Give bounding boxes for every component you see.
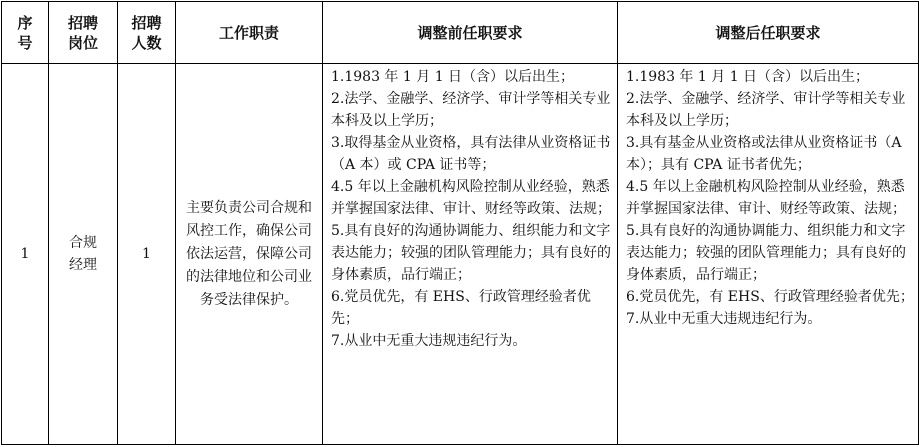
before-requirement-item: 7.从业中无重大违规违纪行为。 — [331, 333, 527, 349]
after-requirement-item: 5.具有良好的沟通协调能力、组织能力和文字表达能力；较强的团队管理能力；具有良好的身体素质，品行端正； — [626, 223, 906, 283]
header-after: 调整后任职要求 — [618, 2, 919, 64]
header-count: 招聘人数 — [118, 2, 176, 64]
cell-duties: 主要负责公司合规和风控工作，确保公司依法运营，保障公司的法律地位和公司业务受法律保护。 — [176, 64, 323, 445]
before-requirement-item: 6.党员优先，有 EHS、行政管理经验者优先； — [331, 289, 591, 327]
before-requirement-item: 5.具有良好的沟通协调能力、组织能力和文字表达能力；较强的团队管理能力；具有良好的身体素质，品行端正； — [331, 223, 611, 283]
table-row — [2, 64, 919, 445]
before-requirement-item: 3.取得基金从业资格，具有法律从业资格证书（A 本）或 CPA 证书等； — [331, 135, 611, 173]
document-page — [0, 1, 919, 447]
table-header-row — [2, 2, 919, 64]
before-requirement-item: 4.5 年以上金融机构风险控制从业经验，熟悉并掌握国家法律、审计、财经等政策、法规； — [331, 179, 611, 217]
cell-count: 1 — [118, 64, 176, 445]
cell-before-requirements — [323, 64, 618, 445]
header-seq: 序号 — [2, 2, 49, 64]
header-position: 招聘岗位 — [49, 2, 118, 64]
cell-after-requirements — [618, 64, 919, 445]
after-requirement-item: 6.党员优先，有 EHS、行政管理经验者优先； — [626, 289, 914, 305]
after-requirement-item: 1.1983 年 1 月 1 日（含）以后出生； — [626, 69, 870, 85]
after-requirement-item: 2.法学、金融学、经济学、审计学等相关专业本科及以上学历； — [626, 91, 906, 129]
after-requirement-item: 3.具有基金从业资格或法律从业资格证书（A 本）；具有 CPA 证书者优先； — [626, 135, 902, 173]
before-requirement-item: 2.法学、金融学、经济学、审计学等相关专业本科及以上学历； — [331, 91, 611, 129]
recruitment-table — [1, 1, 919, 445]
after-requirement-item: 4.5 年以上金融机构风险控制从业经验，熟悉并掌握国家法律、审计、财经等政策、法规； — [626, 179, 906, 217]
header-duties: 工作职责 — [176, 2, 323, 64]
cell-seq: 1 — [2, 64, 49, 445]
after-requirement-item: 7.从业中无重大违规违纪行为。 — [626, 311, 822, 327]
cell-position: 合规经理 — [49, 64, 118, 445]
before-requirement-item: 1.1983 年 1 月 1 日（含）以后出生； — [331, 69, 575, 85]
header-before: 调整前任职要求 — [323, 2, 618, 64]
